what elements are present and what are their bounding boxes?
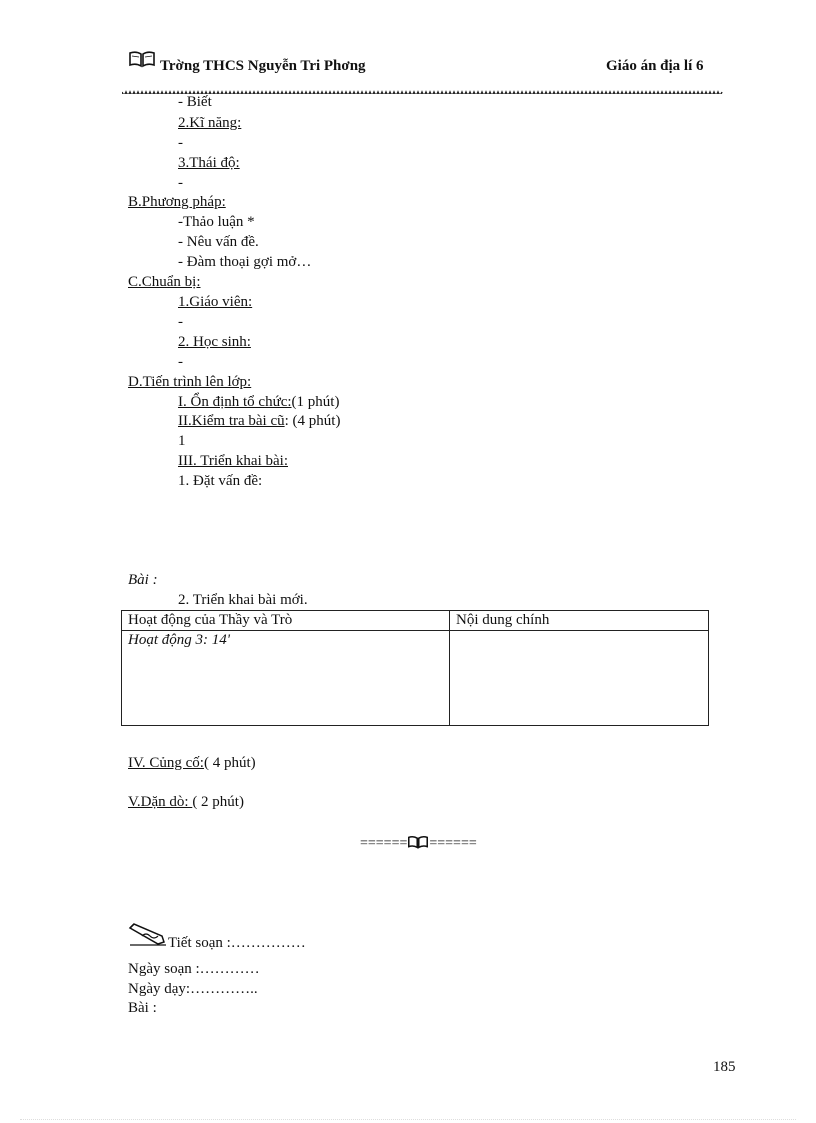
thai-do-heading: 3.Thái độ: [178, 155, 240, 171]
trien-khai-moi-line: 2. Triển khai bài mới. [178, 592, 308, 608]
section-separator [360, 835, 477, 855]
pencil-icon [128, 922, 168, 953]
hoc-sinh-dash: - [178, 354, 183, 370]
bai-label: Bài : [128, 572, 158, 588]
kiem-tra-time: : (4 phút) [284, 413, 341, 429]
giao-vien-dash: - [178, 314, 183, 330]
dan-do-line [128, 793, 244, 811]
separator-right: ====== [429, 836, 477, 851]
kiem-tra-item-number: 1 [178, 433, 186, 449]
ki-nang-heading: 2.Kĩ năng: [178, 115, 242, 131]
giao-vien-heading: 1.Giáo viên: [178, 294, 253, 310]
table-cell-content [450, 631, 709, 726]
page-number: 185 [713, 1059, 736, 1075]
hoc-sinh-heading: 2. Học sinh: [178, 334, 251, 350]
chuan-bi-heading: C.Chuẩn bị: [128, 274, 201, 290]
thai-do-dash: - [178, 175, 183, 191]
cung-co-line [128, 754, 256, 772]
kiem-tra-line [178, 412, 340, 430]
school-name: Trờng THCS Nguyễn Tri Phơng [160, 58, 366, 74]
book-icon [408, 835, 428, 855]
dan-do-time: ( 2 phút) [192, 794, 244, 810]
page-bottom-border [20, 1119, 796, 1120]
table-header-row [122, 611, 709, 631]
separator-left: ====== [360, 836, 408, 851]
table-row [122, 631, 709, 726]
bai-footer-line: Bài : [128, 1000, 157, 1016]
tien-trinh-heading: D.Tiến trình lên lớp: [128, 374, 252, 390]
table-header-content: Nội dung chính [450, 611, 709, 631]
trien-khai-heading: III. Triển khai bài: [178, 453, 288, 469]
header-divider [122, 86, 738, 94]
book-icon [129, 50, 155, 73]
on-dinh-line [178, 393, 339, 411]
cung-co-time: ( 4 phút) [203, 755, 256, 771]
phuong-phap-heading: B.Phương pháp: [128, 194, 226, 210]
activity-table [121, 610, 709, 726]
cung-co-label: IV. Củng cố: [128, 755, 204, 771]
ngay-day-line: Ngày dạy:………….. [128, 981, 258, 997]
pp-item-2: - Nêu vấn đề. [178, 234, 259, 250]
dan-do-label: V.Dặn dò: [128, 794, 193, 810]
on-dinh-time: (1 phút) [291, 394, 340, 410]
kiem-tra-label: II.Kiểm tra bài cũ [178, 413, 285, 429]
biet-line: - Biết [178, 94, 212, 110]
table-cell-activity: Hoạt động 3: 14' [122, 631, 450, 726]
table-header-activities: Hoạt động của Thầy và Trò [122, 611, 450, 631]
pp-item-1: -Thảo luận * [178, 214, 255, 230]
pp-item-3: - Đàm thoại gợi mở… [178, 254, 312, 270]
subject-title: Giáo án địa lí 6 [606, 58, 704, 74]
on-dinh-label: I. Ổn định tổ chức: [178, 394, 292, 410]
ki-nang-dash: - [178, 135, 183, 151]
ngay-soan-line: Ngày soạn :………… [128, 961, 260, 977]
tiet-soan-line: Tiết soạn :…………… [168, 935, 306, 951]
dat-van-de-line: 1. Đặt vấn đề: [178, 473, 263, 489]
